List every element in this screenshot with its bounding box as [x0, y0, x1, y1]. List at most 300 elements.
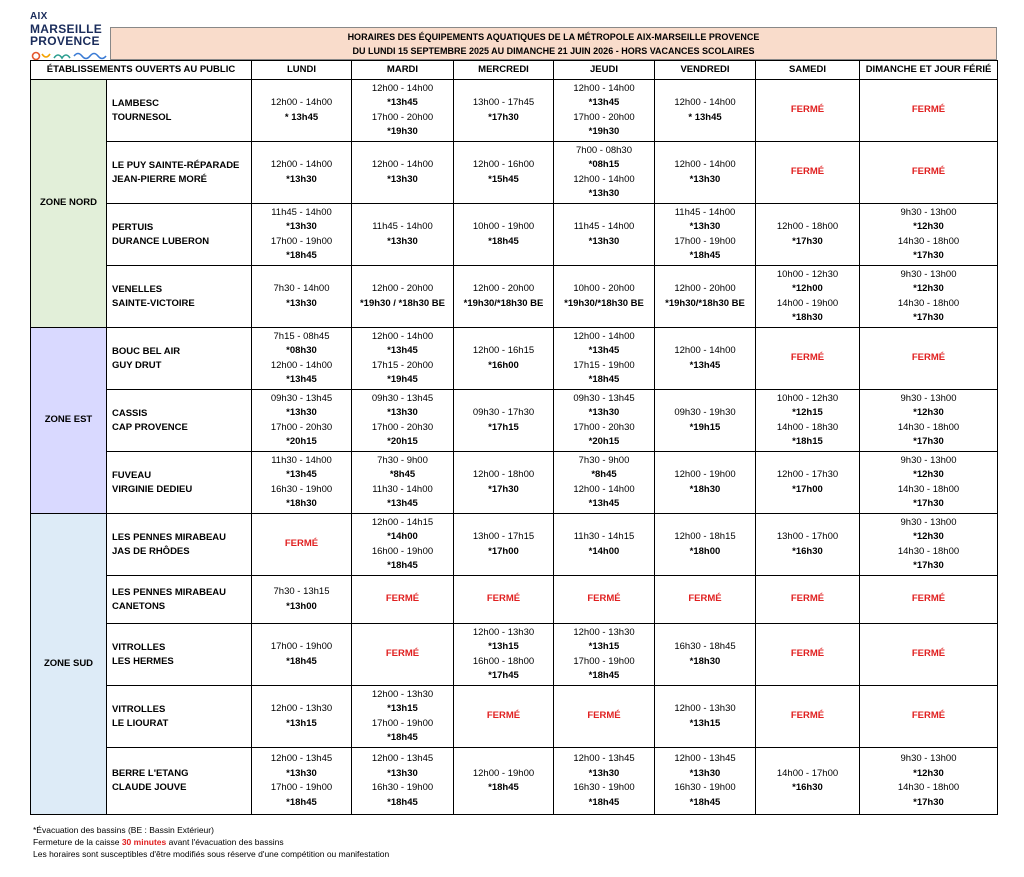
hours-friday	[655, 390, 756, 452]
opening-hours: 17h00 - 20h30	[371, 421, 434, 433]
hours-saturday	[756, 624, 860, 686]
hours-wednesday	[454, 686, 554, 748]
evacuation-time: *17h30	[913, 498, 944, 509]
evacuation-time: *13h30	[387, 767, 418, 779]
opening-hours: 12h00 - 20h00	[674, 283, 736, 294]
evacuation-time: *18h45	[387, 796, 418, 808]
facility-row	[31, 80, 998, 142]
facility-pool: CANETONS	[112, 600, 166, 612]
hours-sunday	[860, 452, 998, 514]
hours-wednesday	[454, 80, 554, 142]
opening-hours: 17h15 - 20h00	[371, 359, 434, 371]
opening-hours: 17h00 - 19h00	[270, 641, 333, 652]
opening-hours: 12h00 - 13h45	[573, 753, 635, 764]
logo-line-2: MARSEILLE	[30, 22, 103, 36]
evacuation-time: *13h45	[588, 498, 620, 509]
hours-wednesday	[454, 328, 554, 390]
facility-name	[107, 748, 252, 815]
opening-hours: 12h00 - 16h15	[472, 345, 535, 356]
hours-friday	[655, 514, 756, 576]
hours-thursday	[554, 390, 655, 452]
opening-hours: 16h00 - 19h00	[371, 545, 434, 557]
facility-name	[107, 686, 252, 748]
col-header-tuesday: MARDI	[352, 61, 454, 80]
evacuation-time: *18h30	[286, 498, 317, 509]
evacuation-time: *13h30	[286, 297, 317, 309]
hours-friday	[655, 80, 756, 142]
hours-thursday	[554, 686, 655, 748]
hours-sunday	[860, 624, 998, 686]
evacuation-time: *18h45	[588, 796, 620, 808]
facility-name	[107, 204, 252, 266]
evacuation-time: *13h30	[286, 767, 317, 779]
note-cashier	[33, 836, 389, 848]
facility-row	[31, 576, 998, 624]
evacuation-time: *18h45	[689, 250, 721, 261]
facility-town: LES PENNES MIRABEAU	[112, 531, 227, 543]
evacuation-time: *20h15	[588, 436, 620, 447]
closed-label: FERMÉ	[790, 648, 825, 660]
opening-hours: 14h30 - 18h00	[897, 782, 960, 793]
hours-friday	[655, 686, 756, 748]
evacuation-time: * 13h45	[284, 111, 319, 123]
opening-hours: 12h00 - 14h00	[674, 97, 736, 108]
opening-hours: 7h30 - 13h15	[273, 586, 330, 597]
logo-line-1: AIX	[30, 11, 48, 22]
opening-hours: 17h00 - 20h00	[573, 111, 635, 123]
footnotes	[33, 824, 389, 860]
opening-hours: 12h00 - 20h00	[371, 283, 434, 294]
evacuation-time: *12h30	[913, 221, 944, 232]
zone-label: ZONE NORD	[31, 80, 107, 328]
opening-hours: 16h30 - 19h00	[573, 782, 635, 793]
facility-town: FUVEAU	[112, 469, 152, 481]
evacuation-time: *17h30	[913, 312, 944, 323]
evacuation-time: *12h30	[913, 407, 944, 418]
hours-wednesday	[454, 204, 554, 266]
hours-wednesday	[454, 514, 554, 576]
opening-hours: 12h00 - 14h15	[371, 516, 434, 528]
closed-label: FERMÉ	[790, 166, 825, 178]
facility-name	[107, 328, 252, 390]
hours-friday	[655, 266, 756, 328]
note-cashier-suffix: avant l'évacuation des bassins	[166, 837, 284, 847]
opening-hours: 7h30 - 14h00	[273, 283, 330, 294]
opening-hours: 11h45 - 14h00	[674, 206, 736, 218]
hours-tuesday	[352, 576, 454, 624]
hours-saturday	[756, 266, 860, 328]
facility-town: VITROLLES	[112, 641, 166, 653]
col-header-saturday: SAMEDI	[756, 61, 860, 80]
hours-tuesday	[352, 80, 454, 142]
closed-label: FERMÉ	[284, 538, 319, 550]
evacuation-time: *13h15	[689, 717, 721, 729]
evacuation-time: *13h30	[689, 221, 721, 232]
evacuation-time: *17h30	[488, 483, 519, 495]
evacuation-time: *16h00	[488, 359, 519, 371]
opening-hours: 12h00 - 14h00	[371, 82, 434, 94]
evacuation-time: *13h45	[689, 359, 721, 371]
evacuation-time: *17h30	[913, 560, 944, 571]
closed-label: FERMÉ	[587, 710, 621, 722]
opening-hours: 16h30 - 19h00	[371, 782, 434, 793]
evacuation-time: *8h45	[389, 469, 416, 480]
evacuation-time: *17h00	[488, 545, 519, 557]
facility-row	[31, 624, 998, 686]
hours-tuesday	[352, 142, 454, 204]
hours-tuesday	[352, 452, 454, 514]
evacuation-time: *13h30	[588, 235, 620, 247]
evacuation-time: *13h30	[387, 407, 418, 418]
closed-label: FERMÉ	[385, 648, 420, 660]
hours-sunday	[860, 204, 998, 266]
evacuation-time: *20h15	[286, 436, 317, 447]
hours-monday	[252, 204, 352, 266]
opening-hours: 12h00 - 14h00	[674, 345, 736, 356]
evacuation-time: *19h30	[387, 126, 418, 137]
opening-hours: 12h00 - 14h00	[371, 330, 434, 342]
header-subtitle: DU LUNDI 15 SEPTEMBRE 2025 AU DIMANCHE 21 JUIN 2026 - HORS VACANCES SCOLAIRES	[352, 45, 755, 56]
col-header-sunday-holiday: DIMANCHE ET JOUR FÉRIÉ	[860, 61, 998, 80]
facility-name	[107, 624, 252, 686]
facility-pool: LES HERMES	[112, 655, 174, 667]
evacuation-time: *13h30	[387, 235, 418, 247]
opening-hours: 12h00 - 13h45	[371, 753, 434, 764]
hours-sunday	[860, 390, 998, 452]
opening-hours: 12h00 - 14h00	[573, 483, 635, 495]
opening-hours: 12h00 - 13h30	[472, 626, 535, 638]
opening-hours: 17h00 - 19h00	[573, 655, 635, 667]
facility-town: VENELLES	[112, 283, 163, 295]
opening-hours: 12h00 - 14h00	[573, 330, 635, 342]
hours-friday	[655, 624, 756, 686]
evacuation-time: *12h15	[792, 407, 823, 418]
facility-name	[107, 80, 252, 142]
table-header-row	[31, 61, 998, 80]
hours-tuesday	[352, 390, 454, 452]
evacuation-time: *13h45	[588, 345, 620, 356]
opening-hours: 09h30 - 13h45	[270, 392, 333, 404]
hours-monday	[252, 142, 352, 204]
evacuation-time: *15h45	[488, 173, 519, 185]
opening-hours: 11h30 - 14h00	[372, 483, 433, 495]
facility-name	[107, 390, 252, 452]
hours-wednesday	[454, 748, 554, 815]
logo-line-3: PROVENCE	[30, 34, 100, 48]
opening-hours: 7h00 - 08h30	[576, 144, 632, 156]
facility-town: LES PENNES MIRABEAU	[112, 586, 227, 598]
hours-thursday	[554, 624, 655, 686]
closed-label: FERMÉ	[911, 166, 946, 178]
hours-saturday	[756, 204, 860, 266]
hours-tuesday	[352, 328, 454, 390]
opening-hours: 10h00 - 12h30	[776, 392, 839, 404]
opening-hours: 09h30 - 19h30	[674, 407, 736, 418]
evacuation-time: *18h15	[792, 436, 823, 447]
hours-thursday	[554, 266, 655, 328]
hours-thursday	[554, 576, 655, 624]
opening-hours: 14h30 - 18h00	[897, 421, 960, 433]
evacuation-time: *14h00	[387, 531, 418, 542]
evacuation-time: *13h30	[689, 767, 721, 779]
hours-monday	[252, 514, 352, 576]
note-cashier-prefix: Fermeture de la caisse	[33, 837, 122, 847]
hours-sunday	[860, 328, 998, 390]
closed-label: FERMÉ	[688, 593, 722, 605]
hours-sunday	[860, 80, 998, 142]
hours-saturday	[756, 748, 860, 815]
opening-hours: 12h00 - 17h30	[776, 469, 839, 480]
evacuation-time: *18h45	[286, 655, 317, 667]
evacuation-time: *18h45	[588, 670, 620, 681]
facility-pool: GUY DRUT	[112, 359, 162, 371]
evacuation-time: *18h45	[387, 560, 418, 571]
hours-friday	[655, 204, 756, 266]
hours-tuesday	[352, 266, 454, 328]
opening-hours: 9h30 - 13h00	[900, 392, 957, 404]
opening-hours: 14h30 - 18h00	[897, 235, 960, 247]
evacuation-time: *12h00	[792, 283, 823, 294]
col-header-thursday: JEUDI	[554, 61, 655, 80]
hours-tuesday	[352, 514, 454, 576]
facility-pool: LE LIOURAT	[112, 717, 169, 729]
opening-hours: 12h00 - 14h00	[270, 359, 333, 371]
evacuation-time: *16h30	[792, 782, 823, 793]
hours-monday	[252, 686, 352, 748]
hours-thursday	[554, 328, 655, 390]
hours-wednesday	[454, 576, 554, 624]
evacuation-time: *16h30	[792, 545, 823, 557]
opening-hours: 16h30 - 19h00	[674, 782, 736, 793]
hours-tuesday	[352, 204, 454, 266]
facility-name	[107, 514, 252, 576]
metropole-logo	[30, 10, 110, 62]
facility-row	[31, 514, 998, 576]
hours-monday	[252, 390, 352, 452]
hours-wednesday	[454, 390, 554, 452]
opening-hours: 13h00 - 17h00	[776, 531, 839, 542]
closed-label: FERMÉ	[790, 710, 825, 722]
hours-friday	[655, 748, 756, 815]
opening-hours: 10h00 - 20h00	[573, 283, 635, 294]
evacuation-time: *19h30	[588, 126, 620, 137]
evacuation-time: *18h45	[286, 796, 317, 808]
evacuation-time: *13h45	[387, 498, 418, 509]
facility-pool: JAS DE RHÔDES	[112, 545, 190, 557]
opening-hours: 9h30 - 13h00	[900, 753, 957, 764]
opening-hours: 17h00 - 19h00	[674, 235, 736, 247]
facility-pool: TOURNESOL	[112, 111, 172, 123]
hours-monday	[252, 266, 352, 328]
evacuation-time: *17h30	[913, 796, 944, 808]
hours-thursday	[554, 142, 655, 204]
evacuation-time: *13h45	[286, 469, 317, 480]
facility-town: BERRE L'ETANG	[112, 768, 189, 779]
opening-hours: 14h30 - 18h00	[897, 545, 960, 557]
facility-row	[31, 452, 998, 514]
hours-friday	[655, 576, 756, 624]
header-title: HORAIRES DES ÉQUIPEMENTS AQUATIQUES DE LA MÉTROPOLE AIX-MARSEILLE PROVENCE	[347, 31, 760, 42]
hours-friday	[655, 328, 756, 390]
closed-label: FERMÉ	[790, 104, 825, 116]
evacuation-time: *8h45	[591, 469, 617, 480]
opening-hours: 12h00 - 14h00	[674, 159, 736, 170]
hours-sunday	[860, 142, 998, 204]
opening-hours: 12h00 - 13h30	[573, 626, 635, 638]
evacuation-time: *18h45	[488, 235, 519, 247]
schedule-table	[30, 60, 998, 815]
evacuation-time: *13h45	[387, 97, 418, 108]
col-header-friday: VENDREDI	[655, 61, 756, 80]
evacuation-time: *18h00	[689, 545, 721, 557]
col-header-wednesday: MERCREDI	[454, 61, 554, 80]
opening-hours: 17h00 - 20h30	[573, 421, 635, 433]
facility-town: BOUC BEL AIR	[112, 345, 181, 357]
opening-hours: 7h15 - 08h45	[273, 330, 330, 342]
hours-monday	[252, 452, 352, 514]
evacuation-time: *13h30	[286, 407, 317, 418]
col-header-establishments: ÉTABLISSEMENTS OUVERTS AU PUBLIC	[31, 61, 252, 80]
opening-hours: 9h30 - 13h00	[900, 206, 957, 218]
opening-hours: 14h30 - 18h00	[897, 297, 960, 309]
closed-label: FERMÉ	[911, 710, 946, 722]
facility-name	[107, 142, 252, 204]
evacuation-time: *18h30	[689, 483, 721, 495]
facility-pool: CLAUDE JOUVE	[112, 782, 187, 793]
opening-hours: 11h30 - 14h15	[573, 531, 635, 542]
closed-label: FERMÉ	[385, 593, 420, 605]
hours-tuesday	[352, 624, 454, 686]
evacuation-time: *12h30	[913, 531, 944, 542]
evacuation-time: *13h15	[286, 717, 317, 729]
hours-friday	[655, 142, 756, 204]
closed-label: FERMÉ	[486, 593, 521, 605]
note-changes: Les horaires sont susceptibles d'être modifiés sous réserve d'une compétition ou manifestation	[33, 849, 390, 859]
facility-name	[107, 266, 252, 328]
opening-hours: 13h00 - 17h15	[472, 531, 535, 542]
facility-row	[31, 748, 998, 815]
closed-label: FERMÉ	[911, 593, 946, 605]
opening-hours: 11h45 - 14h00	[573, 221, 635, 232]
note-cashier-highlight: 30 minutes	[121, 837, 167, 847]
opening-hours: 12h00 - 13h30	[371, 688, 434, 700]
evacuation-time: *13h45	[286, 374, 317, 385]
evacuation-time: *08h15	[588, 159, 620, 170]
hours-sunday	[860, 514, 998, 576]
opening-hours: 09h30 - 13h45	[573, 392, 635, 404]
facility-row	[31, 142, 998, 204]
evacuation-time: *19h30/*18h30 BE	[463, 297, 544, 309]
evacuation-time: *13h30	[689, 173, 721, 185]
evacuation-time: *19h30 / *18h30 BE	[359, 297, 446, 309]
hours-wednesday	[454, 266, 554, 328]
opening-hours: 17h00 - 19h00	[371, 717, 434, 729]
opening-hours: 17h00 - 19h00	[270, 235, 333, 247]
evacuation-time: *13h30	[286, 173, 317, 185]
facility-name	[107, 576, 252, 624]
opening-hours: 11h45 - 14h00	[372, 221, 433, 232]
opening-hours: 12h00 - 13h45	[270, 753, 333, 764]
schedule-body	[31, 80, 998, 815]
note-evacuation: *Évacuation des bassins (BE : Bassin Extérieur)	[33, 825, 214, 835]
hours-sunday	[860, 748, 998, 815]
facility-town: LAMBESC	[112, 97, 159, 109]
facility-pool: JEAN-PIERRE MORÉ	[112, 173, 208, 185]
evacuation-time: *17h30	[913, 436, 944, 447]
evacuation-time: *18h30	[689, 655, 721, 667]
evacuation-time: *13h15	[387, 703, 418, 714]
opening-hours: 10h00 - 12h30	[776, 268, 839, 280]
evacuation-time: *17h00	[792, 483, 823, 495]
hours-thursday	[554, 204, 655, 266]
hours-saturday	[756, 686, 860, 748]
zone-label: ZONE SUD	[31, 514, 107, 815]
hours-saturday	[756, 452, 860, 514]
evacuation-time: *13h30	[286, 221, 317, 232]
evacuation-time: *13h30	[588, 188, 620, 199]
hours-monday	[252, 328, 352, 390]
opening-hours: 09h30 - 13h45	[371, 392, 434, 404]
opening-hours: 12h00 - 20h00	[472, 283, 535, 294]
opening-hours: 14h30 - 18h00	[897, 483, 960, 495]
hours-sunday	[860, 266, 998, 328]
evacuation-time: *13h45	[588, 97, 620, 108]
hours-tuesday	[352, 686, 454, 748]
evacuation-time: *20h15	[387, 436, 418, 447]
evacuation-time: *12h30	[913, 469, 944, 480]
opening-hours: 17h00 - 20h00	[371, 111, 434, 123]
opening-hours: 12h00 - 14h00	[573, 173, 635, 185]
closed-label: FERMÉ	[911, 104, 946, 116]
zone-label: ZONE EST	[31, 328, 107, 514]
hours-saturday	[756, 328, 860, 390]
evacuation-time: *13h30	[588, 407, 620, 418]
opening-hours: 12h00 - 18h15	[674, 531, 736, 542]
facility-town: LE PUY SAINTE-RÉPARADE	[112, 159, 240, 171]
facility-town: PERTUIS	[112, 221, 154, 233]
evacuation-time: *19h30/*18h30 BE	[665, 297, 745, 309]
evacuation-time: *17h15	[488, 421, 519, 433]
evacuation-time: *17h30	[488, 111, 519, 123]
opening-hours: 9h30 - 13h00	[900, 454, 957, 466]
hours-monday	[252, 576, 352, 624]
hours-wednesday	[454, 142, 554, 204]
facility-town: VITROLLES	[112, 703, 166, 715]
opening-hours: 12h00 - 14h00	[573, 82, 635, 94]
opening-hours: 12h00 - 19h00	[674, 469, 736, 480]
opening-hours: 12h00 - 18h00	[472, 469, 535, 480]
opening-hours: 12h00 - 14h00	[371, 159, 434, 170]
evacuation-time: * 13h45	[688, 111, 722, 123]
facility-pool: CAP PROVENCE	[112, 421, 188, 433]
evacuation-time: *17h45	[488, 670, 519, 681]
evacuation-time: *19h15	[689, 421, 721, 433]
facility-row	[31, 390, 998, 452]
hours-wednesday	[454, 624, 554, 686]
facility-row	[31, 204, 998, 266]
closed-label: FERMÉ	[790, 352, 825, 364]
hours-friday	[655, 452, 756, 514]
hours-monday	[252, 624, 352, 686]
opening-hours: 12h00 - 13h30	[674, 703, 736, 714]
opening-hours: 14h00 - 19h00	[776, 297, 839, 309]
facility-row	[31, 328, 998, 390]
evacuation-time: *18h45	[488, 782, 519, 793]
closed-label: FERMÉ	[911, 648, 946, 660]
opening-hours: 12h00 - 14h00	[270, 159, 333, 170]
closed-label: FERMÉ	[486, 710, 521, 722]
hours-thursday	[554, 748, 655, 815]
